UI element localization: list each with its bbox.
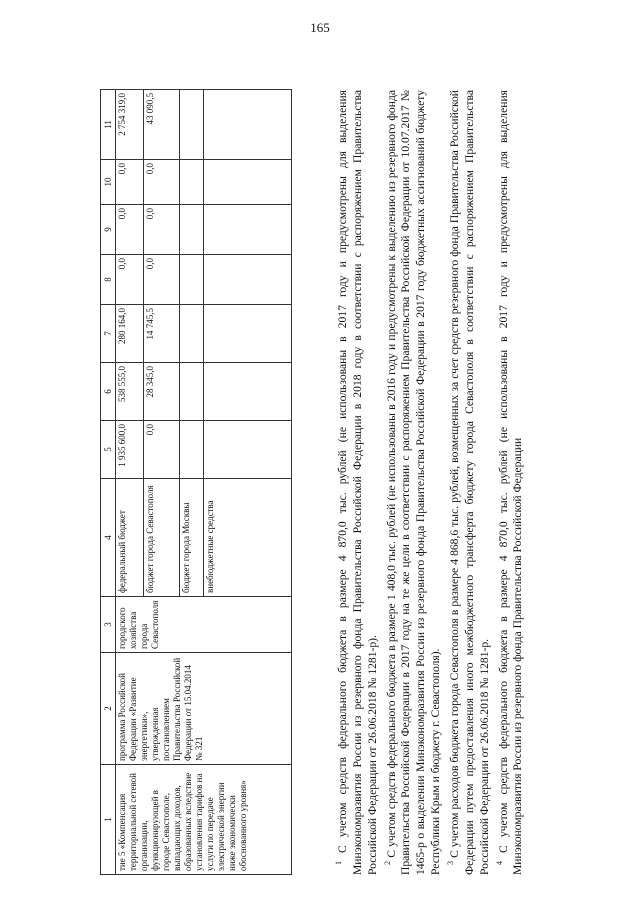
header-cell: 4 [101, 479, 116, 597]
value-cell: 0,0 [144, 205, 180, 255]
value-cell [204, 205, 292, 255]
measure-description-cell: тие 5 «Компенсация территориальной сетевой организации, функционирующей в городе Севастополе, выпадающих доходов, образованных вследствие установления тарифов на услуги по передаче электрической энергии ниже экономически обоснованного уровня» [116, 765, 292, 875]
value-cell [204, 363, 292, 421]
footnotes [332, 90, 526, 875]
table-row [116, 90, 144, 875]
value-cell: 0,0 [116, 255, 144, 305]
value-cell: 2 754 319,0 [116, 90, 144, 160]
header-cell: 1 [101, 765, 116, 875]
table-header-row [101, 90, 116, 875]
source-cell: бюджет города Москвы [180, 479, 204, 597]
footnote [381, 90, 444, 875]
value-cell [180, 363, 204, 421]
value-cell: 28 345,0 [144, 363, 180, 421]
value-cell [204, 160, 292, 205]
value-cell: 0,0 [144, 421, 180, 479]
footnote-mark: 3 [446, 861, 456, 865]
footnote-mark: 4 [494, 861, 504, 865]
footnote [332, 90, 381, 875]
footnote-text: С учетом средств федерального бюджета в размере 1 408,0 тыс. рублей (не использованы в 2016 году и предусмотрены к выделению из резервного фонда Правительства Российской Федерации в 2017 году на те же цели в соответствии с распоряжением Правительства Российской Федерации от 10.07.2017 № 1465-р о выделении Минэкономразвития России из резервного фонда Правительства Российской Федерации в 2017 году бюджетных ассигнований бюджету Республики Крым и бюджету г. Севастополя). [384, 90, 443, 875]
value-cell [204, 421, 292, 479]
header-cell: 11 [101, 90, 116, 160]
value-cell: 0,0 [144, 255, 180, 305]
value-cell: 0,0 [116, 160, 144, 205]
footnote-text: С учетом средств федерального бюджета в размере 4 870,0 тыс. рублей (не использованы в 2017 году и предусмотрены для выделения Минэкономразвития России из резервного фонда Правительства Российской Федерации [496, 90, 525, 875]
value-cell [180, 160, 204, 205]
value-cell [180, 305, 204, 363]
page-number: 165 [310, 20, 330, 35]
value-cell: 0,0 [144, 160, 180, 205]
header-cell: 9 [101, 205, 116, 255]
executor-cell: городского хозяйства города Севастополя [116, 597, 292, 653]
value-cell [180, 421, 204, 479]
value-cell [204, 90, 292, 160]
header-cell: 7 [101, 305, 116, 363]
footnote-text: С учетом средств федерального бюджета в размере 4 870,0 тыс. рублей (не использованы в 2017 году и предусмотрены для выделения Минэкономразвития России из резервного фонда Правительства Российской Федерации в 2018 году в соответствии с распоряжением Правительства Российской Федерации от 26.06.2018 № 1281-р). [335, 90, 379, 875]
footnote-text: С учетом расходов бюджета города Севастополя в размере 4 868,6 тыс. рублей, возмещенных за счет средств резервного фонда Правительства Российской Федерации путем предоставления иного межбюджетного трансферта бюджету города Севастополя в соответствии с распоряжением Правительства Российской Федерации от 26.06.2018 № 1281-р. [447, 90, 491, 875]
value-cell [180, 90, 204, 160]
source-cell: внебюджетные средства [204, 479, 292, 597]
value-cell [180, 205, 204, 255]
value-cell: 280 164,0 [116, 305, 144, 363]
value-cell: 43 090,5 [144, 90, 180, 160]
value-cell [204, 305, 292, 363]
header-cell: 10 [101, 160, 116, 205]
value-cell [180, 255, 204, 305]
header-cell: 6 [101, 363, 116, 421]
header-cell: 5 [101, 421, 116, 479]
header-cell: 2 [101, 653, 116, 765]
header-cell: 3 [101, 597, 116, 653]
value-cell: 0,0 [116, 205, 144, 255]
value-cell [204, 255, 292, 305]
rotated-content [100, 85, 600, 875]
source-cell: бюджет города Севастополя [144, 479, 180, 597]
value-cell: 538 555,0 [116, 363, 144, 421]
budget-table [100, 89, 292, 875]
footnote [493, 90, 527, 875]
program-cell: программа Российской Федерации «Развитие энергетики», утвержденная постановлением Правительства Российской Федерации от 15.04.2014 № 321 [116, 653, 292, 765]
footnote-mark: 1 [334, 861, 343, 865]
header-cell: 8 [101, 255, 116, 305]
value-cell: 14 745,5 [144, 305, 180, 363]
value-cell: 1 935 600,0 [116, 421, 144, 479]
source-cell: федеральный бюджет [116, 479, 144, 597]
footnote-mark: 2 [382, 861, 392, 865]
footnote [444, 90, 493, 875]
